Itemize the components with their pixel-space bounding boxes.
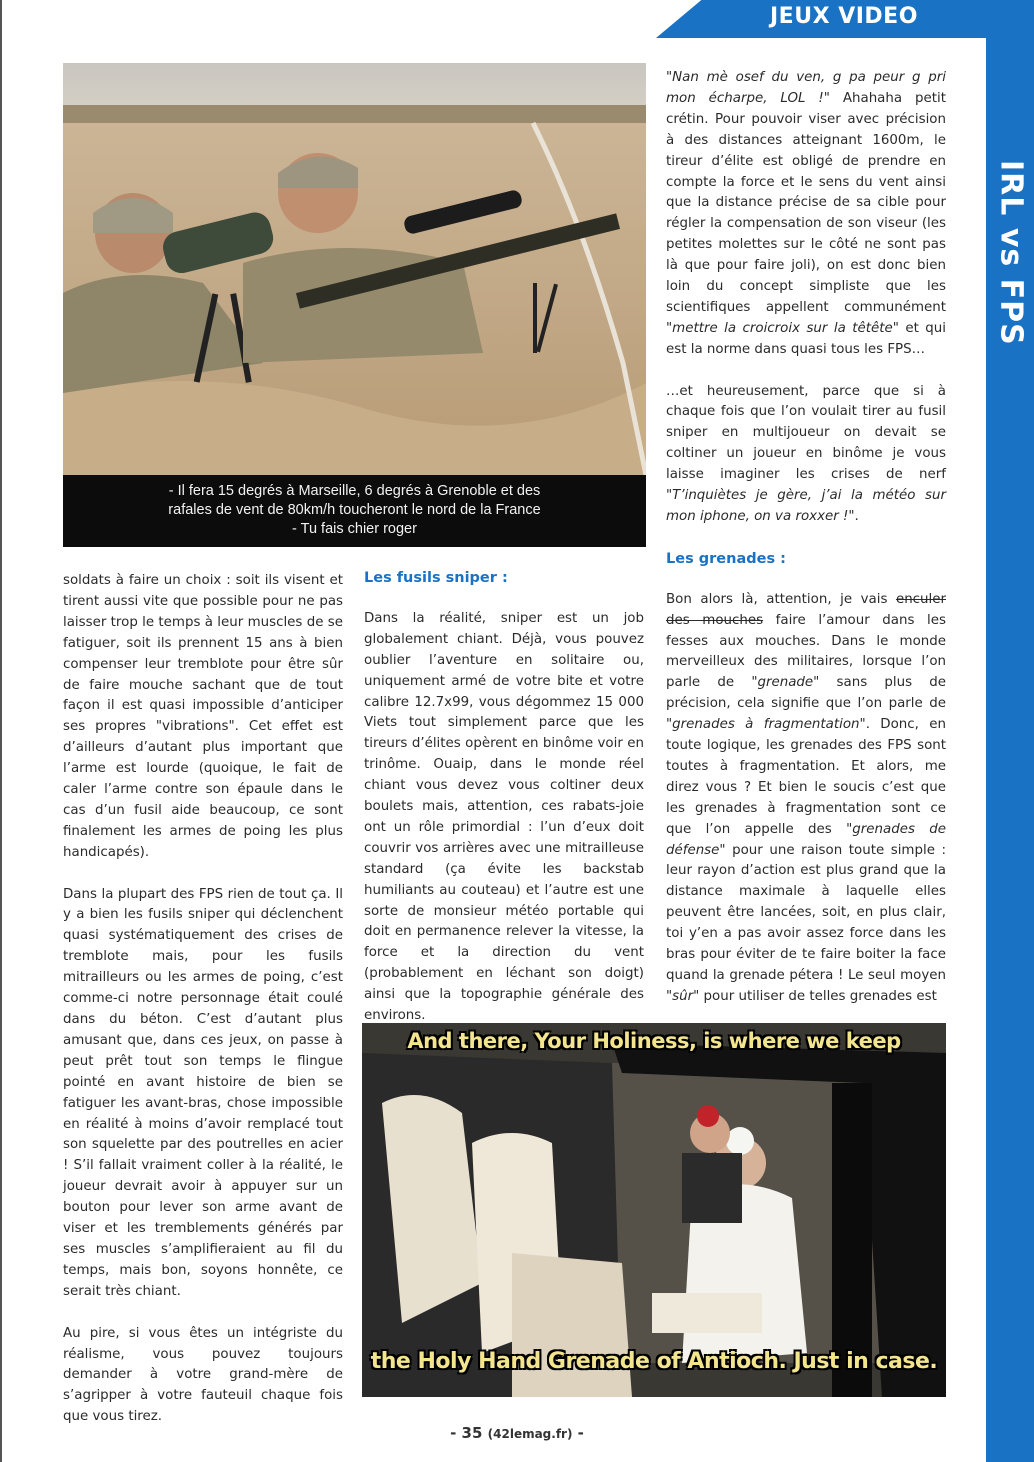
footer-dash: - [572,1424,584,1442]
paragraph [666,382,946,528]
text-run: . [854,509,859,525]
paragraph: Dans la réalité, sniper est un job globalement chiant. Déjà, vous pouvez oublier l’aventure en solitaire ou, uniquement armé de votre bite et votre calibre 12.7x99, vous dégommez 15 000 Viets tout simplement parce que les tireurs d’élites opèrent en binôme voir en trinôme. Ouaip, dans le monde réel chiant vous devez vous coltiner deux boulets mais, attention, ces rabats-joie ont un rôle primordial : l’un d’eux doit couvrir vos arrières avec une mitrailleuse standard (ça évite les backstab humiliants au couteau) et l’autre est une sorte de monsieur météo portable qui doit en permanence relever la vitesse, la force et la direction du vent (probablement en léchant son doigt) ainsi que la topographie générale des environs. [364,610,644,1024]
text-column-1 [63,571,343,1449]
text-run: pour utiliser de telles grenades est [699,988,937,1004]
quote: "grenades à fragmentation" [666,717,866,733]
pope-car-meme [362,1023,946,1397]
paragraph: soldats à faire un choix : soit ils visent et tirent aussi vite que possible pour ne pas laisser trop le temps à leur muscles de se fatiguer, soit ils prennent 15 ans à bien compenser leur tremblote pour être sûr de faire mouche sachant que de tout façon il est quasi impossible d’anticiper ses propres "vibrations". Cet effet est d’ailleurs d’autant plus important que l’arme est lourde (quoique, le fait de caler l’arme contre son épaule dans le cas d’un fusil aide beaucoup, ce sont finalement les armes de poing les plus handicapés). [63,573,343,860]
text-column-3 [666,68,946,1029]
text-column-2 [364,568,644,1048]
page-number: - 35 [450,1424,483,1442]
quote: "sûr" [666,988,700,1004]
text-run: pour une raison toute simple : leur rayon d’action est plus grand que la distance maximale à laquelle elles peuvent être lancées, soit, en plus clair, toi y’en a pas avoir assez force dans les bras pour éviter de te faire boiter la face quand la grenade pétera ! Le seul moyen [666,842,946,984]
text-run: Ahahaha petit crétin. Pour pouvoir viser avec précision à des distances atteignant 1600m, le tireur d’élite est obligé de prendre en compte la force et le sens du vent ainsi que la distance précise de sa cible pour régler la compensation de son viseur (les petites molettes sur le côté ne sont pas là que pour faire joli), on est donc bien loin du concept simpliste que les scientifiques appellent communément [666,90,946,315]
quote: "Nan mè osef du ven, g pa peur g pri mon écharpe, LOL !" [666,70,946,106]
caption-line: rafales de vent de 80km/h toucheront le nord de la France [168,502,541,518]
paragraph: Au pire, si vous êtes un intégriste du réalisme, vous pouvez toujours demander à votre grand-mère de s’agripper à votre fauteuil chaque fois que vous tirez. [63,1325,343,1425]
paragraph [666,68,946,361]
photo-caption [63,475,646,547]
sniper-photo [63,63,646,547]
caption-line: - Il fera 15 degrés à Marseille, 6 degrés à Grenoble et des [168,483,541,499]
text-run: et qui est la norme dans quasi tous les FPS… [666,320,946,357]
article-title: IRL vs FPS [993,160,1029,346]
section-heading-grenades: Les grenades : [666,550,786,567]
quote: "grenades de défense" [666,821,947,858]
quote: "T’inquiètes je gère, j’ai la météo sur mon iphone, on va roxxer !" [666,488,946,525]
meme-image [362,1023,946,1397]
paragraph [666,590,946,1008]
quote: "mettre la croicroix sur la têtête" [666,320,899,336]
caption-line: - Tu fais chier roger [292,521,417,537]
text-run: faire l’amour dans les fesses aux mouches. Dans le monde merveilleux des militaires, lorsque l’on parle de [666,612,946,691]
text-run: . Donc, en toute logique, les grenades des FPS sont toutes à fragmentation. Et alors, me direz vous ? Et bien le soucis c’est que les grenades à fragmentation sont ce que l’on appelle des [666,717,946,837]
page-edge-rule [0,0,2,1462]
text-run: …et heureusement, parce que si à chaque fois que l’on voulait tirer au fusil sniper en multijoueur on devait se coltiner un joueur en binôme je vous laisse imaginer les crises de nerf [666,383,946,483]
page-footer [0,1424,1034,1442]
strikethrough-text: enculer des mouches [666,591,946,628]
sniper-photo-image [63,63,646,475]
section-heading-sniper: Les fusils sniper : [364,570,508,586]
quote: "grenade" [751,675,820,691]
meme-bottom-text: the Holy Hand Grenade of Antioch. Just in case. [370,1349,938,1374]
site-name: (42lemag.fr) [487,1427,573,1441]
meme-top-text: And there, Your Holiness, is where we keep [407,1029,901,1053]
section-title: JEUX VIDEO [770,4,918,29]
paragraph: Dans la plupart des FPS rien de tout ça. Il y a bien les fusils sniper qui déclenchent quasi systématiquement des crises de tremblote mais, pour les fusils mitrailleurs ou les armes de poing, c’est comme-ci notre personnage était coulé dans du béton. C’est d’autant plus amusant que, dans ces jeux, on passe à peut prêt tout son temps le flingue pointé en avant histoire de bien se fatiguer les avant-bras, chose impossible en réalité à moins d’avoir remplacé tout son squelette par des poutrelles en acier ! S’il fallait vraiment coller à la réalité, le joueur devrait avoir à appuyer sur un bouton pour lever son arme avant de viser et les tremblements générés par ses muscles s’amplifieraient au fil du temps, mais bon, soyons honnête, ce serait très chiant. [63,886,343,1299]
text-run: sans plus de précision, cela signifie que l’on parle de [666,675,947,712]
text-run: Bon alors là, attention, je vais [666,591,896,607]
